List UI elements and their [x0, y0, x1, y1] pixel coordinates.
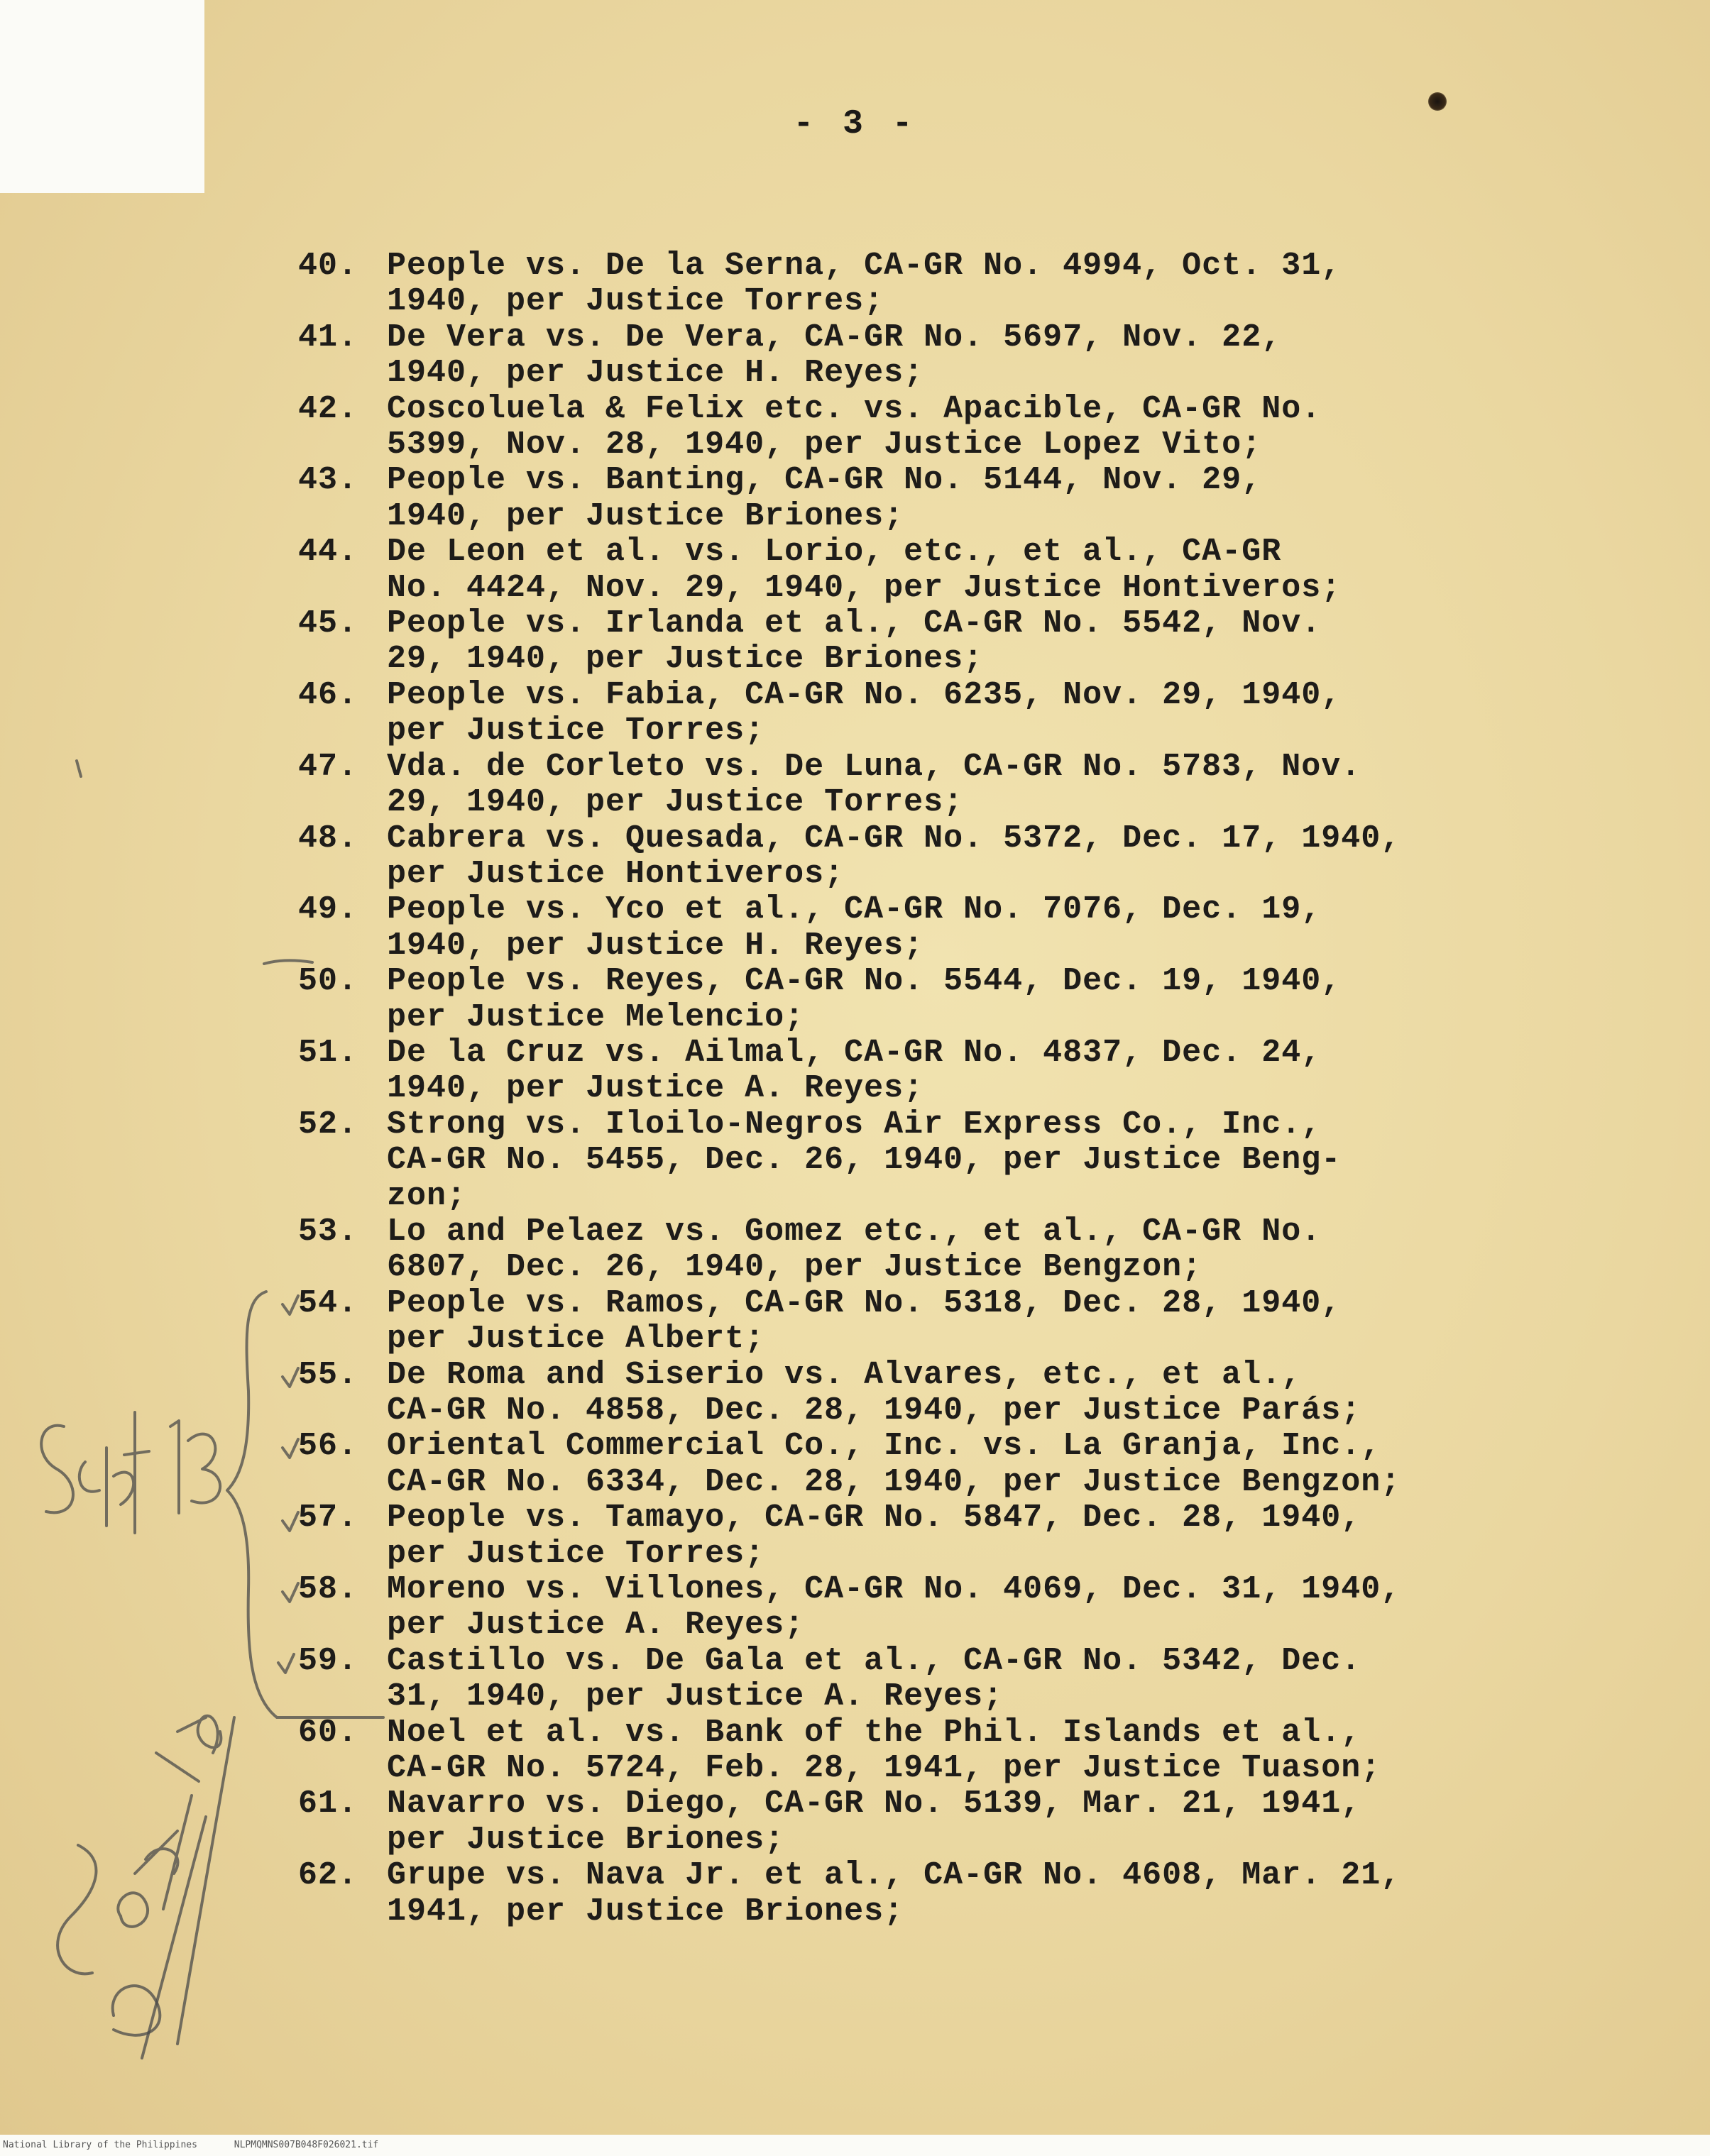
case-entry [298, 821, 1547, 893]
case-entry [298, 1500, 1547, 1572]
case-entry-line: 31, 1940, per Justice A. Reyes; [387, 1678, 1004, 1715]
case-entry-line: Castillo vs. De Gala et al., CA-GR No. 5342, Dec. [387, 1642, 1361, 1679]
case-entry-line: Noel et al. vs. Bank of the Phil. Islands et al., [387, 1714, 1361, 1751]
margin-slash-b [142, 1817, 206, 2058]
check-mark-57 [283, 1512, 298, 1531]
case-entry-line: per Justice A. Reyes; [387, 1607, 805, 1644]
case-entry [298, 1214, 1547, 1286]
case-entry [298, 1035, 1547, 1107]
case-entry-line: 29, 1940, per Justice Torres; [387, 784, 964, 821]
case-entry-number: 58. [298, 1571, 358, 1608]
case-entry-number: 45. [298, 605, 358, 642]
case-entry-line: 6807, Dec. 26, 1940, per Justice Bengzon; [387, 1249, 1202, 1286]
case-entry [298, 1358, 1547, 1429]
case-entry-line: 1940, per Justice Briones; [387, 497, 904, 534]
case-entry-number: 40. [298, 248, 358, 284]
case-entry-number: 49. [298, 891, 358, 928]
check-mark-55 [283, 1368, 298, 1387]
case-entry-line: People vs. Reyes, CA-GR No. 5544, Dec. 19, 1940, [387, 963, 1342, 1000]
case-entry-line: per Justice Torres; [387, 713, 765, 749]
check-mark-59 [278, 1654, 294, 1673]
case-entry-number: 50. [298, 963, 358, 1000]
case-entry-number: 46. [298, 676, 358, 713]
case-entry [298, 534, 1547, 606]
case-entry-line: Lo and Pelaez vs. Gomez etc., et al., CA-GR No. [387, 1213, 1322, 1250]
case-entry-line: CA-GR No. 5724, Feb. 28, 1941, per Justice Tuason; [387, 1750, 1381, 1787]
case-entry-number: 47. [298, 748, 358, 785]
case-entry [298, 892, 1547, 964]
case-entry-line: People vs. Irlanda et al., CA-GR No. 5542, Nov. [387, 605, 1322, 642]
case-entry-line: zon; [387, 1177, 467, 1214]
case-entry-line: 1940, per Justice Torres; [387, 283, 884, 320]
case-entry-line: Cabrera vs. Quesada, CA-GR No. 5372, Dec. 17, 1940, [387, 820, 1401, 857]
handwriting-sept-16 [57, 1716, 221, 2035]
case-entry-line: per Justice Torres; [387, 1535, 765, 1572]
case-entry-line: De Leon et al. vs. Lorio, etc., et al., CA-GR [387, 534, 1282, 571]
case-entry-number: 52. [298, 1106, 358, 1143]
case-entry-number: 54. [298, 1285, 358, 1321]
case-entry-number: 41. [298, 319, 358, 356]
handwriting-sept-13 [41, 1412, 220, 1533]
check-mark-58 [283, 1583, 298, 1602]
footer-library: National Library of the Philippines [3, 2140, 197, 2150]
case-entry-line: Moreno vs. Villones, CA-GR No. 4069, Dec. 31, 1940, [387, 1571, 1401, 1608]
case-entry-number: 56. [298, 1428, 358, 1465]
case-entry-number: 62. [298, 1857, 358, 1894]
case-entry-line: De Roma and Siserio vs. Alvares, etc., et al., [387, 1356, 1302, 1393]
case-entry-line: CA-GR No. 6334, Dec. 28, 1940, per Justice Bengzon; [387, 1463, 1401, 1500]
case-entry-line: Navarro vs. Diego, CA-GR No. 5139, Mar. 21, 1941, [387, 1786, 1361, 1822]
case-entry-line: per Justice Briones; [387, 1821, 785, 1858]
case-entry-line: No. 4424, Nov. 29, 1940, per Justice Hontiveros; [387, 569, 1342, 606]
case-entry [298, 1858, 1547, 1930]
case-entry-line: Grupe vs. Nava Jr. et al., CA-GR No. 4608, Mar. 21, [387, 1857, 1401, 1894]
scan-footer [0, 2135, 1710, 2156]
case-entry [298, 1429, 1547, 1500]
case-entry-line: Strong vs. Iloilo-Negros Air Express Co., Inc., [387, 1106, 1322, 1143]
case-entry-line: People vs. Tamayo, CA-GR No. 5847, Dec. 28, 1940, [387, 1500, 1361, 1536]
case-entry-number: 57. [298, 1500, 358, 1536]
case-entry-line: per Justice Albert; [387, 1321, 765, 1358]
case-entry-line: People vs. Yco et al., CA-GR No. 7076, Dec. 19, [387, 891, 1322, 928]
margin-tick-b [77, 761, 81, 776]
check-mark-54 [283, 1296, 298, 1314]
case-entry-line: People vs. Ramos, CA-GR No. 5318, Dec. 28, 1940, [387, 1285, 1342, 1321]
case-entry-number: 43. [298, 462, 358, 499]
case-entry-number: 44. [298, 534, 358, 571]
case-entry [298, 964, 1547, 1035]
case-entry-line: 29, 1940, per Justice Briones; [387, 641, 984, 678]
case-entry-number: 55. [298, 1356, 358, 1393]
footer-file: NLPMQMNS007B048F026021.tif [234, 2140, 379, 2150]
case-entry [298, 1572, 1547, 1644]
case-entry-number: 51. [298, 1034, 358, 1071]
case-entry-line: Vda. de Corleto vs. De Luna, CA-GR No. 5783, Nov. [387, 748, 1361, 785]
case-entry-line: Coscoluela & Felix etc. vs. Apacible, CA-GR No. [387, 390, 1322, 427]
case-entry-number: 53. [298, 1213, 358, 1250]
case-entry-number: 61. [298, 1786, 358, 1822]
case-entry-number: 60. [298, 1714, 358, 1751]
case-entry-number: 42. [298, 390, 358, 427]
case-entry-line: Oriental Commercial Co., Inc. vs. La Granja, Inc., [387, 1428, 1381, 1465]
case-entry [298, 678, 1547, 749]
case-entry [298, 320, 1547, 392]
case-entry-line: CA-GR No. 4858, Dec. 28, 1940, per Justice Parás; [387, 1392, 1361, 1429]
case-entry-line: per Justice Hontiveros; [387, 855, 845, 892]
case-entry-line: De Vera vs. De Vera, CA-GR No. 5697, Nov. 22, [387, 319, 1282, 356]
case-entry-number: 48. [298, 820, 358, 857]
case-entry-line: De la Cruz vs. Ailmal, CA-GR No. 4837, Dec. 24, [387, 1034, 1322, 1071]
case-entry [298, 1644, 1547, 1715]
case-entry [298, 1786, 1547, 1858]
margin-slash-a [177, 1717, 234, 2044]
case-entry [298, 392, 1547, 463]
case-entry-line: 5399, Nov. 28, 1940, per Justice Lopez Vito; [387, 427, 1262, 463]
case-entry [298, 1286, 1547, 1358]
case-entry-line: 1940, per Justice A. Reyes; [387, 1070, 924, 1107]
case-entry [298, 248, 1547, 320]
case-entry-line: per Justice Melencio; [387, 999, 805, 1035]
case-entry-line: 1940, per Justice H. Reyes; [387, 927, 924, 964]
scan-margin [0, 0, 204, 193]
case-entry [298, 463, 1547, 534]
case-list [298, 248, 1547, 1930]
case-entry-number: 59. [298, 1642, 358, 1679]
case-entry [298, 606, 1547, 678]
case-entry [298, 1107, 1547, 1214]
case-entry-line: 1941, per Justice Briones; [387, 1893, 904, 1930]
case-entry-line: People vs. Banting, CA-GR No. 5144, Nov. 29, [387, 462, 1262, 499]
page-number: - 3 - [793, 105, 917, 143]
case-entry-line: People vs. De la Serna, CA-GR No. 4994, Oct. 31, [387, 248, 1342, 284]
case-entry-line: 1940, per Justice H. Reyes; [387, 355, 924, 392]
check-mark-56 [283, 1439, 298, 1458]
case-entry [298, 749, 1547, 821]
case-entry-line: CA-GR No. 5455, Dec. 26, 1940, per Justice Beng- [387, 1142, 1342, 1179]
case-entry [298, 1715, 1547, 1787]
case-entry-line: People vs. Fabia, CA-GR No. 6235, Nov. 29, 1940, [387, 676, 1342, 713]
